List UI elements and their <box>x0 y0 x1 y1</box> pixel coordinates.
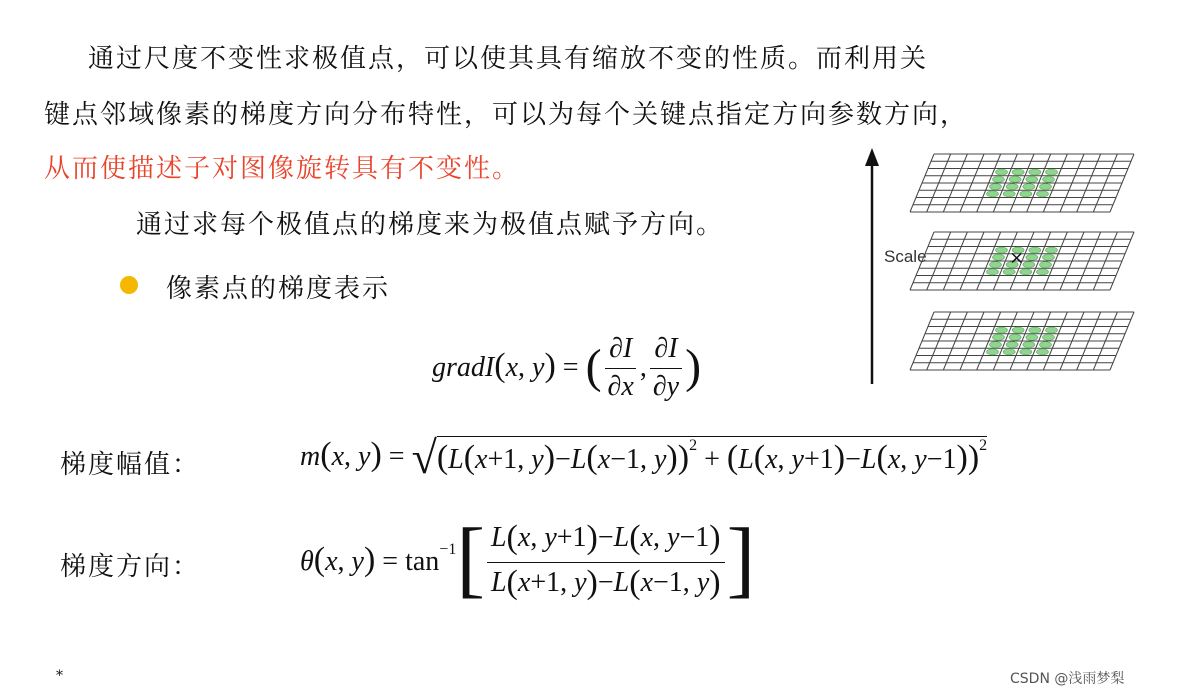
paragraph-line-2: 键点邻域像素的梯度方向分布特性，可以为每个关键点指定方向参数方向， <box>44 100 969 130</box>
neighbor-dot <box>990 184 1002 190</box>
neighbor-dot <box>990 342 1002 348</box>
neighbor-dot <box>1003 191 1015 197</box>
watermark: CSDN @浅雨梦梨 <box>1010 671 1125 687</box>
neighbor-dot <box>1009 334 1021 340</box>
neighbor-dot <box>1006 342 1018 348</box>
neighbor-dot <box>1026 176 1038 182</box>
magnitude-formula: m ( x , y ) = √ ( L ( x +1, y ) − L ( x −1, y ) ) $^2$ + ( L ( x , y +1 ) − L ( x , y −1 ) ) $^2$ <box>300 431 988 483</box>
neighbor-dot <box>1020 349 1032 355</box>
neighbor-dot <box>1046 169 1058 175</box>
neighbor-dot <box>1023 262 1035 268</box>
neighbor-dot <box>993 254 1005 260</box>
neighbor-dot <box>996 169 1008 175</box>
neighbor-dot <box>1012 327 1024 333</box>
neighbor-dot <box>996 327 1008 333</box>
neighbor-dot <box>1023 184 1035 190</box>
neighbor-dot <box>1026 334 1038 340</box>
neighbor-dot <box>987 191 999 197</box>
neighbor-dot <box>1040 262 1052 268</box>
paragraph-line-3-highlight: 从而使描述子对图像旋转具有不变性。 <box>44 154 521 184</box>
neighbor-dot <box>1003 349 1015 355</box>
grid-layer-bottom <box>910 312 1134 370</box>
neighbor-dot <box>1043 254 1055 260</box>
scale-space-figure <box>850 140 1150 390</box>
neighbor-dot <box>1029 169 1041 175</box>
gradient-formula: gradI ( x , y ) = ( $\frac{\partial I}{\partial x}$ , $\frac{\partial I}{\partial y}$ ) <box>432 333 702 402</box>
neighbor-dot <box>1020 269 1032 275</box>
magnitude-label: 梯度幅值： <box>60 450 201 480</box>
grid-layer-top <box>910 154 1134 212</box>
neighbor-dot <box>987 349 999 355</box>
bullet-dot-icon <box>120 276 138 294</box>
neighbor-dot <box>1029 247 1041 253</box>
neighbor-dot <box>1003 269 1015 275</box>
grid-layer-middle <box>910 232 1134 290</box>
neighbor-dot <box>1040 184 1052 190</box>
neighbor-dot <box>990 262 1002 268</box>
direction-formula: θ ( x , y ) = tan $^{-1}$ [ $\frac{L(x, y+1)-L(x, y-1)}{L(x+1, y)-L(x-1, y)}$ ] <box>300 510 756 606</box>
neighbor-dot <box>1026 254 1038 260</box>
scale-axis-label: Scale <box>884 247 927 266</box>
neighbor-dot <box>1037 269 1049 275</box>
arrow-head-icon <box>865 148 879 166</box>
neighbor-dot <box>1037 349 1049 355</box>
neighbor-dot <box>993 334 1005 340</box>
paragraph-line-1: 通过尺度不变性求极值点，可以使其具有缩放不变的性质。而利用关 <box>88 44 929 74</box>
paragraph-line-4: 通过求每个极值点的梯度来为极值点赋予方向。 <box>136 210 725 240</box>
neighbor-dot <box>987 269 999 275</box>
neighbor-dot <box>1046 327 1058 333</box>
neighbor-dot <box>1046 247 1058 253</box>
neighbor-dot <box>1040 342 1052 348</box>
neighbor-dot <box>1006 184 1018 190</box>
neighbor-dot <box>996 247 1008 253</box>
neighbor-dot <box>1023 342 1035 348</box>
neighbor-dot <box>1009 176 1021 182</box>
center-x-icon: × <box>1009 247 1025 269</box>
direction-label: 梯度方向： <box>60 552 201 582</box>
neighbor-dot <box>1043 334 1055 340</box>
neighbor-dot <box>1029 327 1041 333</box>
neighbor-dot <box>1012 169 1024 175</box>
bullet-text: 像素点的梯度表示 <box>166 274 391 304</box>
neighbor-dot <box>1020 191 1032 197</box>
neighbor-dot <box>1043 176 1055 182</box>
neighbor-dot <box>1037 191 1049 197</box>
footnote-mark: * <box>56 668 63 684</box>
neighbor-dot <box>993 176 1005 182</box>
